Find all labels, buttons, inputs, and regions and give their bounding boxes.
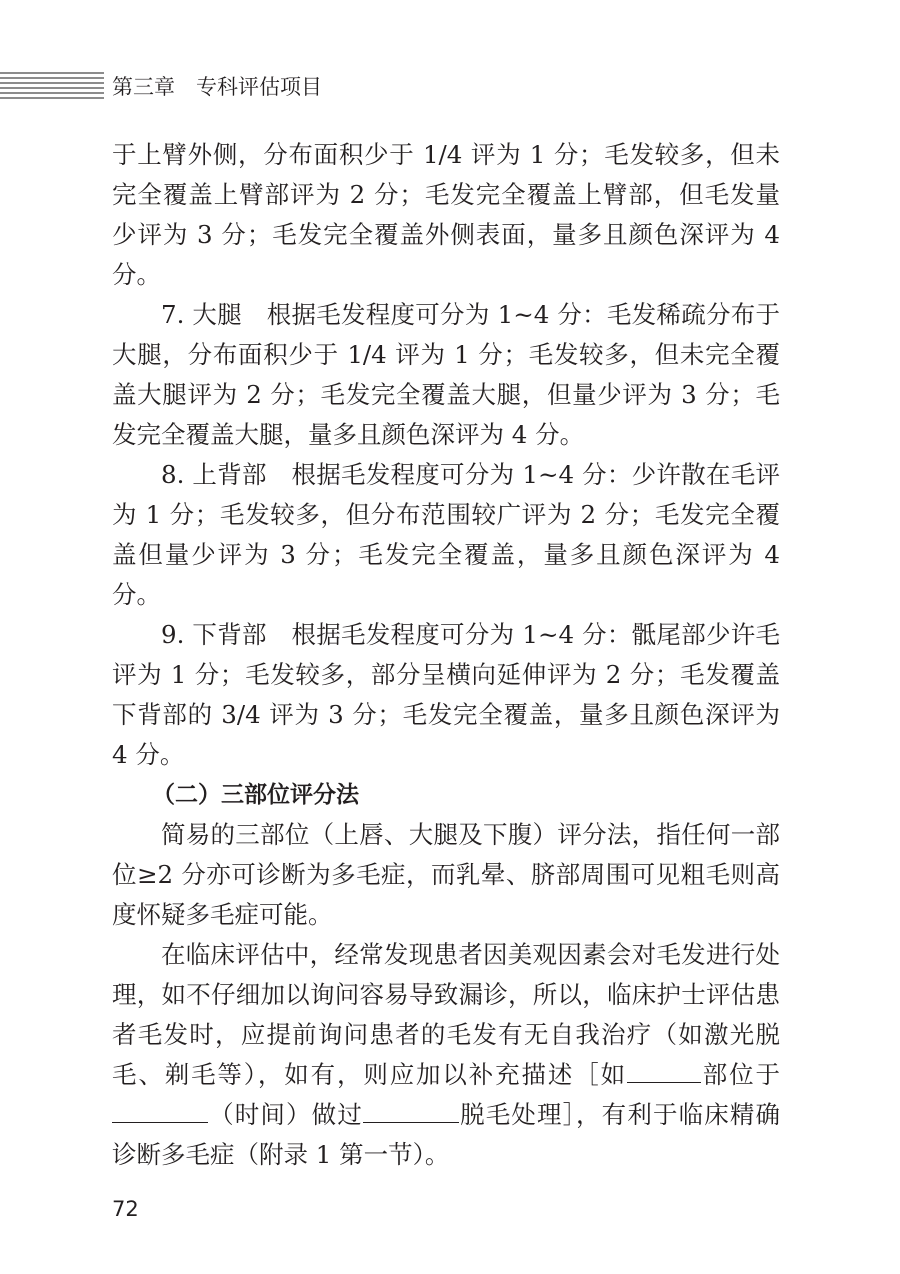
- paragraph-item-8: 8. 上背部 根据毛发程度可分为 1~4 分：少许散在毛评为 1 分；毛发较多，但分布范围较广评为 2 分；毛发完全覆盖但量少评为 3 分；毛发完全覆盖，量多且颜色深评为 4 分。: [112, 460, 780, 609]
- section-heading: （二）三部位评分法: [152, 782, 359, 808]
- body-text: [112, 135, 780, 1175]
- paragraph-three-site: 简易的三部位（上唇、大腿及下腹）评分法，指任何一部位≥2 分亦可诊断为多毛症，而乳晕、脐部周围可见粗毛则高度怀疑多毛症可能。: [112, 820, 780, 929]
- blank-procedure: [363, 1096, 459, 1123]
- page-number: 72: [112, 1197, 139, 1221]
- blank-site: [627, 1056, 701, 1083]
- clinical-text-c: （时间）做过: [208, 1100, 363, 1129]
- chapter-title: [112, 72, 322, 102]
- paragraph-clinical: [112, 935, 780, 1175]
- running-header: [0, 72, 900, 102]
- header-decoration-lines: [0, 72, 104, 102]
- paragraph-item-7: 7. 大腿 根据毛发程度可分为 1~4 分：毛发稀疏分布于大腿，分布面积少于 1/4 评为 1 分；毛发较多，但未完全覆盖大腿评为 2 分；毛发完全覆盖大腿，但量少评为 3 分；毛发完全覆盖大腿，量多且颜色深评为 4 分。: [112, 300, 780, 449]
- clinical-text-b: 部位于: [700, 1060, 780, 1089]
- blank-time: [112, 1096, 208, 1123]
- clinical-text-a: 在临床评估中，经常发现患者因美观因素会对毛发进行处理，如不仔细加以询问容易导致漏诊，所以，临床护士评估患者毛发时，应提前询问患者的毛发有无自我治疗（如激光脱毛、剃毛等），如有，则应加以补充描述［如: [112, 940, 780, 1089]
- paragraph-continued: 于上臂外侧，分布面积少于 1/4 评为 1 分；毛发较多，但未完全覆盖上臂部评为 2 分；毛发完全覆盖上臂部，但毛发量少评为 3 分；毛发完全覆盖外侧表面，量多且颜色深评为 4 分。: [112, 140, 780, 289]
- chapter-name: 专科评估项目: [196, 75, 322, 99]
- paragraph-item-9: 9. 下背部 根据毛发程度可分为 1~4 分：骶尾部少许毛评为 1 分；毛发较多，部分呈横向延伸评为 2 分；毛发覆盖下背部的 3/4 评为 3 分；毛发完全覆盖，量多且颜色深评为 4 分。: [112, 620, 780, 769]
- clinical-text-d: 脱毛处理］，有利于临床精确诊断多毛症（附录 1 第一节）。: [112, 1100, 781, 1169]
- chapter-number: 第三章: [112, 75, 175, 99]
